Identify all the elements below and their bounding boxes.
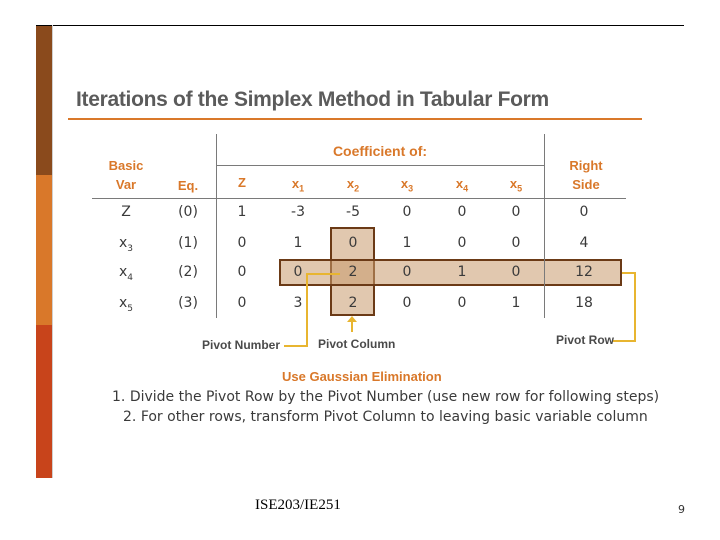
basic-var-letter: Z xyxy=(121,204,131,220)
basic-var-cell xyxy=(106,294,146,318)
basic-var-letter: x xyxy=(118,264,128,280)
grid-line xyxy=(217,165,544,166)
basic-var-letter: x xyxy=(118,295,128,311)
grid-line xyxy=(544,134,545,318)
table-cell-rhs: 12 xyxy=(575,264,593,280)
pivot-column-label: Pivot Column xyxy=(318,337,396,351)
x1-header-sub: 1 xyxy=(299,183,305,194)
table-cell-z: 0 xyxy=(237,295,247,311)
table-cell-x2: 2 xyxy=(348,264,358,280)
step-2-text: For other rows, transform Pivot Column to leaving basic variable column xyxy=(140,409,648,425)
z-header: Z xyxy=(238,175,246,190)
basic-var-cell xyxy=(106,203,146,221)
table-cell-eq: (2) xyxy=(178,264,198,280)
pivot-number-callout-line xyxy=(306,273,308,347)
x2-header-sub: 2 xyxy=(354,183,360,194)
side-bar-bottom xyxy=(36,325,52,478)
right-side-header-line1: Right xyxy=(569,158,603,173)
step-2-number: 2. xyxy=(123,409,137,425)
x2-header xyxy=(333,174,373,199)
coefficient-header: Coefficient of: xyxy=(332,143,428,159)
basic-var-subscript: 3 xyxy=(127,243,134,254)
table-cell-x5: 1 xyxy=(511,295,521,311)
right-side-header-line2: Side xyxy=(572,177,600,192)
table-cell-x5: 0 xyxy=(511,235,521,251)
basic-var-cell xyxy=(106,234,146,258)
pivot-column-arrowhead xyxy=(347,316,357,322)
x5-header xyxy=(496,174,536,199)
x3-header xyxy=(387,174,427,199)
pivot-row-callout-line xyxy=(612,340,636,342)
table-cell-x1: 0 xyxy=(293,264,303,280)
table-cell-x1: 1 xyxy=(293,235,303,251)
table-cell-x3: 0 xyxy=(402,295,412,311)
x4-header-letter: x xyxy=(455,176,464,191)
slide-title: Iterations of the Simplex Method in Tabular Form xyxy=(76,88,549,111)
grid-line xyxy=(216,134,217,318)
pivot-row-callout-line xyxy=(634,272,636,342)
basic-var-letter: x xyxy=(118,235,128,251)
table-cell-z: 0 xyxy=(237,235,247,251)
x2-header-letter: x xyxy=(346,176,355,191)
table-cell-x2: 0 xyxy=(348,235,358,251)
x1-header xyxy=(278,174,318,199)
table-cell-x5: 0 xyxy=(511,204,521,220)
x5-header-letter: x xyxy=(509,176,518,191)
basic-var-cell xyxy=(106,263,146,287)
basic-var-subscript: 5 xyxy=(127,303,134,314)
side-bar-top xyxy=(36,25,52,175)
table-cell-eq: (1) xyxy=(178,235,198,251)
side-rule xyxy=(52,25,53,478)
table-cell-rhs: 18 xyxy=(575,295,593,311)
x5-header-sub: 5 xyxy=(517,183,523,194)
footer-course-code: ISE203/IE251 xyxy=(255,497,341,513)
table-cell-x3: 0 xyxy=(402,264,412,280)
side-bar-middle xyxy=(36,175,52,325)
table-cell-x1: -3 xyxy=(291,204,305,220)
step-1-number: 1. xyxy=(112,389,126,405)
top-rule xyxy=(36,25,684,26)
basic-var-header-line1: Basic xyxy=(108,158,144,173)
x3-header-letter: x xyxy=(400,176,409,191)
table-cell-x3: 0 xyxy=(402,204,412,220)
pivot-number-callout-line xyxy=(306,273,340,275)
x3-header-sub: 3 xyxy=(408,183,414,194)
basic-var-header-line2: Var xyxy=(115,177,137,192)
pivot-row-label: Pivot Row xyxy=(556,333,615,347)
table-cell-rhs: 4 xyxy=(579,235,589,251)
right-side-header xyxy=(560,156,612,194)
table-cell-x2: 2 xyxy=(348,295,358,311)
table-cell-z: 1 xyxy=(237,204,247,220)
pivot-number-callout-line xyxy=(284,345,308,347)
step-1 xyxy=(112,389,659,405)
table-cell-x4: 0 xyxy=(457,235,467,251)
table-cell-x3: 1 xyxy=(402,235,412,251)
table-cell-x4: 0 xyxy=(457,295,467,311)
basic-var-subscript: 4 xyxy=(127,272,134,283)
table-cell-x4: 1 xyxy=(457,264,467,280)
table-cell-x5: 0 xyxy=(511,264,521,280)
x4-header-sub: 4 xyxy=(463,183,469,194)
step-1-text: Divide the Pivot Row by the Pivot Number (use new row for following steps) xyxy=(129,389,660,405)
gaussian-elimination-heading: Use Gaussian Elimination xyxy=(282,369,442,384)
table-cell-x2: -5 xyxy=(346,204,360,220)
page-number: 9 xyxy=(678,503,685,516)
table-cell-z: 0 xyxy=(237,264,247,280)
eq-header: Eq. xyxy=(177,178,199,193)
basic-var-header xyxy=(100,156,152,194)
step-2 xyxy=(123,409,648,425)
table-cell-x1: 3 xyxy=(293,295,303,311)
table-cell-rhs: 0 xyxy=(579,204,589,220)
x4-header xyxy=(442,174,482,199)
table-cell-eq: (3) xyxy=(178,295,198,311)
pivot-number-label: Pivot Number xyxy=(202,338,281,352)
title-underline xyxy=(68,118,642,120)
table-cell-x4: 0 xyxy=(457,204,467,220)
table-cell-eq: (0) xyxy=(178,204,198,220)
x1-header-letter: x xyxy=(291,176,300,191)
